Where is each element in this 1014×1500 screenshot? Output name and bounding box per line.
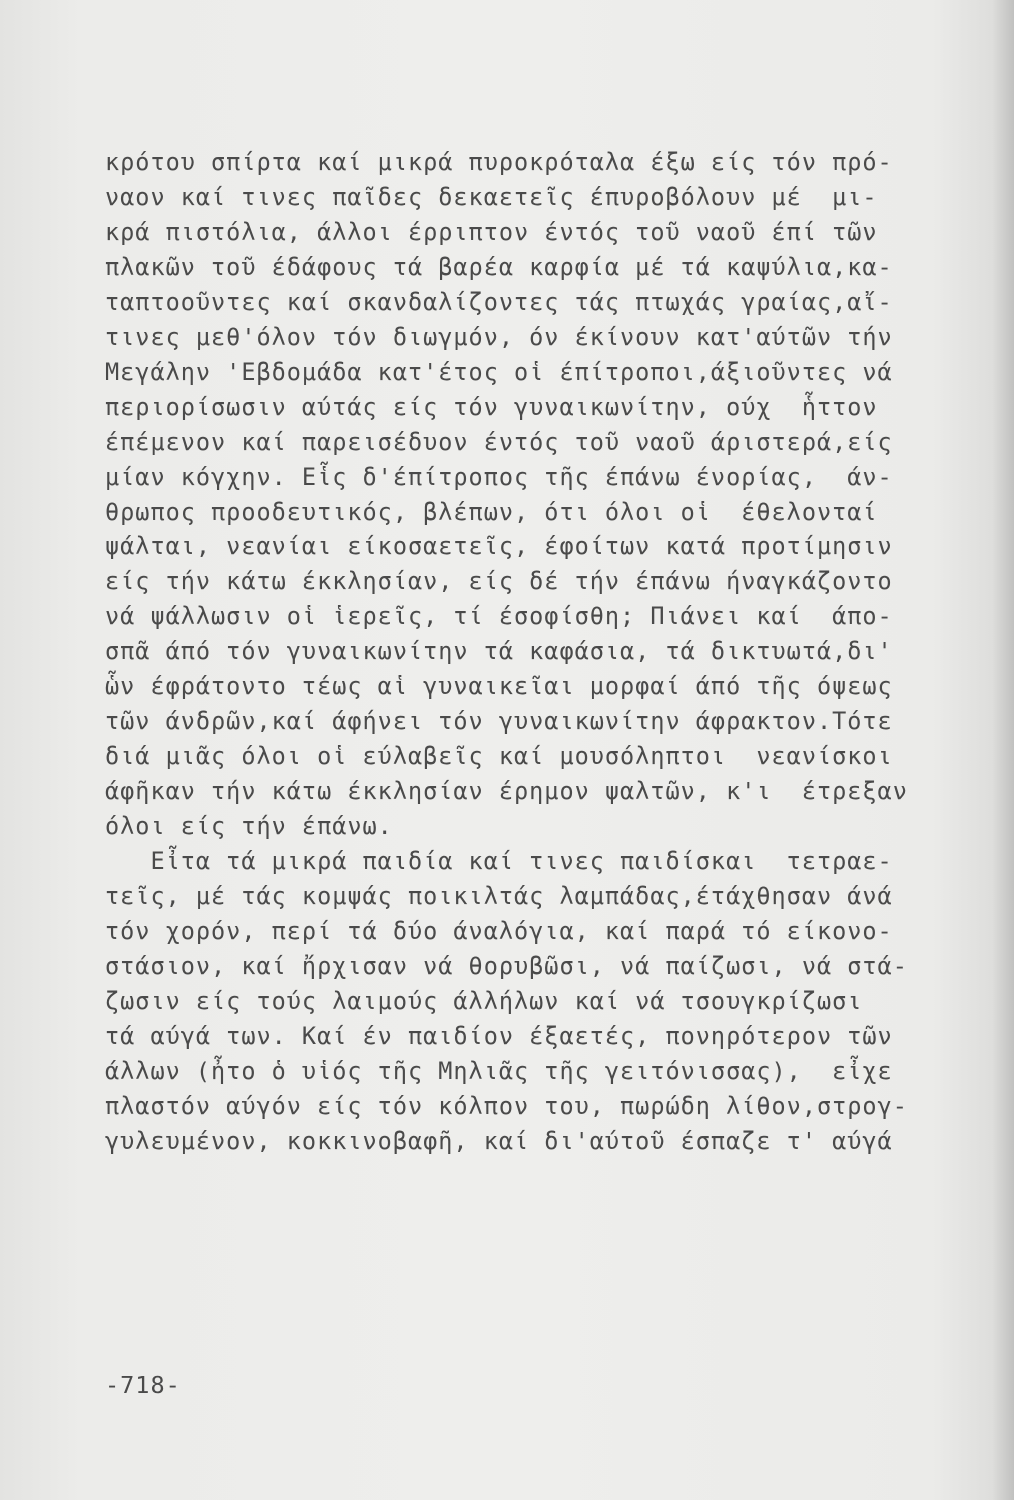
- text-line: διά μιᾶς όλοι οἱ εύλαβεῖς καί μουσόληπτοι νεανίσκοι: [105, 742, 893, 771]
- page-number: -718-: [105, 1371, 181, 1399]
- page-edge-shadow: [992, 0, 1014, 1500]
- text-line: όλοι είς τήν έπάνω.: [105, 812, 393, 841]
- text-line: περιορίσωσιν αύτάς είς τόν γυναικωνίτην, ούχ ἧττον: [105, 392, 878, 421]
- text-line: σπᾶ άπό τόν γυναικωνίτην τά καφάσια, τά δικτυωτά,δι': [105, 637, 893, 666]
- text-line: τά αύγά των. Καί έν παιδίον έξαετές, πονηρότερον τῶν: [105, 1021, 893, 1050]
- text-line: άλλων (ἦτο ὁ υἱός τῆς Μηλιᾶς τῆς γειτόνισσας), εἶχε: [105, 1056, 893, 1085]
- text-line: πλαστόν αύγόν είς τόν κόλπον του, πωρώδη λίθον,στρογ-: [105, 1091, 908, 1120]
- text-line: μίαν κόγχην. Εἷς δ'έπίτροπος τῆς έπάνω ένορίας, άν-: [105, 462, 893, 491]
- text-line: Μεγάλην 'Εβδομάδα κατ'έτος οἱ έπίτροποι,άξιοῦντες νά: [105, 357, 893, 386]
- text-line: είς τήν κάτω έκκλησίαν, είς δέ τήν έπάνω ήναγκάζοντο: [105, 567, 893, 596]
- text-line: Εἶτα τά μικρά παιδία καί τινες παιδίσκαι τετραε-: [105, 847, 893, 876]
- text-line: τεῖς, μέ τάς κομψάς ποικιλτάς λαμπάδας,έτάχθησαν άνά: [105, 882, 893, 911]
- text-line: θρωπος προοδευτικός, βλέπων, ότι όλοι οἱ έθελονταί: [105, 497, 878, 526]
- text-line: ὧν έφράτοντο τέως αἱ γυναικεῖαι μορφαί άπό τῆς όψεως: [105, 672, 893, 701]
- text-line: άφῆκαν τήν κάτω έκκλησίαν έρημον ψαλτῶν, κ'ι έτρεξαν: [105, 777, 908, 806]
- text-line: στάσιον, καί ἤρχισαν νά θορυβῶσι, νά παίζωσι, νά στά-: [105, 951, 908, 980]
- text-line: ζωσιν είς τούς λαιμούς άλλήλων καί νά τσουγκρίζωσι: [105, 986, 863, 1015]
- text-line: πλακῶν τοῦ έδάφους τά βαρέα καρφία μέ τά καψύλια,κα-: [105, 252, 893, 281]
- text-line: νά ψάλλωσιν οἱ ἱερεῖς, τί έσοφίσθη; Πιάνει καί άπο-: [105, 602, 893, 631]
- body-text: [105, 145, 985, 1159]
- text-line: ναον καί τινες παῖδες δεκαετεῖς έπυροβόλουν μέ μι-: [105, 182, 878, 211]
- text-line: τῶν άνδρῶν,καί άφήνει τόν γυναικωνίτην άφρακτον.Τότε: [105, 707, 893, 736]
- text-line: ταπτοοῦντες καί σκανδαλίζοντες τάς πτωχάς γραίας,αἴ-: [105, 287, 893, 316]
- text-line: κρότου σπίρτα καί μικρά πυροκρόταλα έξω είς τόν πρό-: [105, 148, 893, 176]
- text-line: τόν χορόν, περί τά δύο άναλόγια, καί παρά τό είκονο-: [105, 916, 893, 945]
- text-line: γυλευμένον, κοκκινοβαφῆ, καί δι'αύτοῦ έσπαζε τ' αύγά: [105, 1126, 893, 1155]
- text-line: τινες μεθ'όλον τόν διωγμόν, όν έκίνουν κατ'αύτῶν τήν: [105, 322, 893, 351]
- text-line: έπέμενον καί παρεισέδυον έντός τοῦ ναοῦ άριστερά,είς: [105, 427, 893, 456]
- text-line: ψάλται, νεανίαι είκοσαετεῖς, έφοίτων κατά προτίμησιν: [105, 532, 893, 561]
- text-line: κρά πιστόλια, άλλοι έρριπτον έντός τοῦ ναοῦ έπί τῶν: [105, 217, 878, 246]
